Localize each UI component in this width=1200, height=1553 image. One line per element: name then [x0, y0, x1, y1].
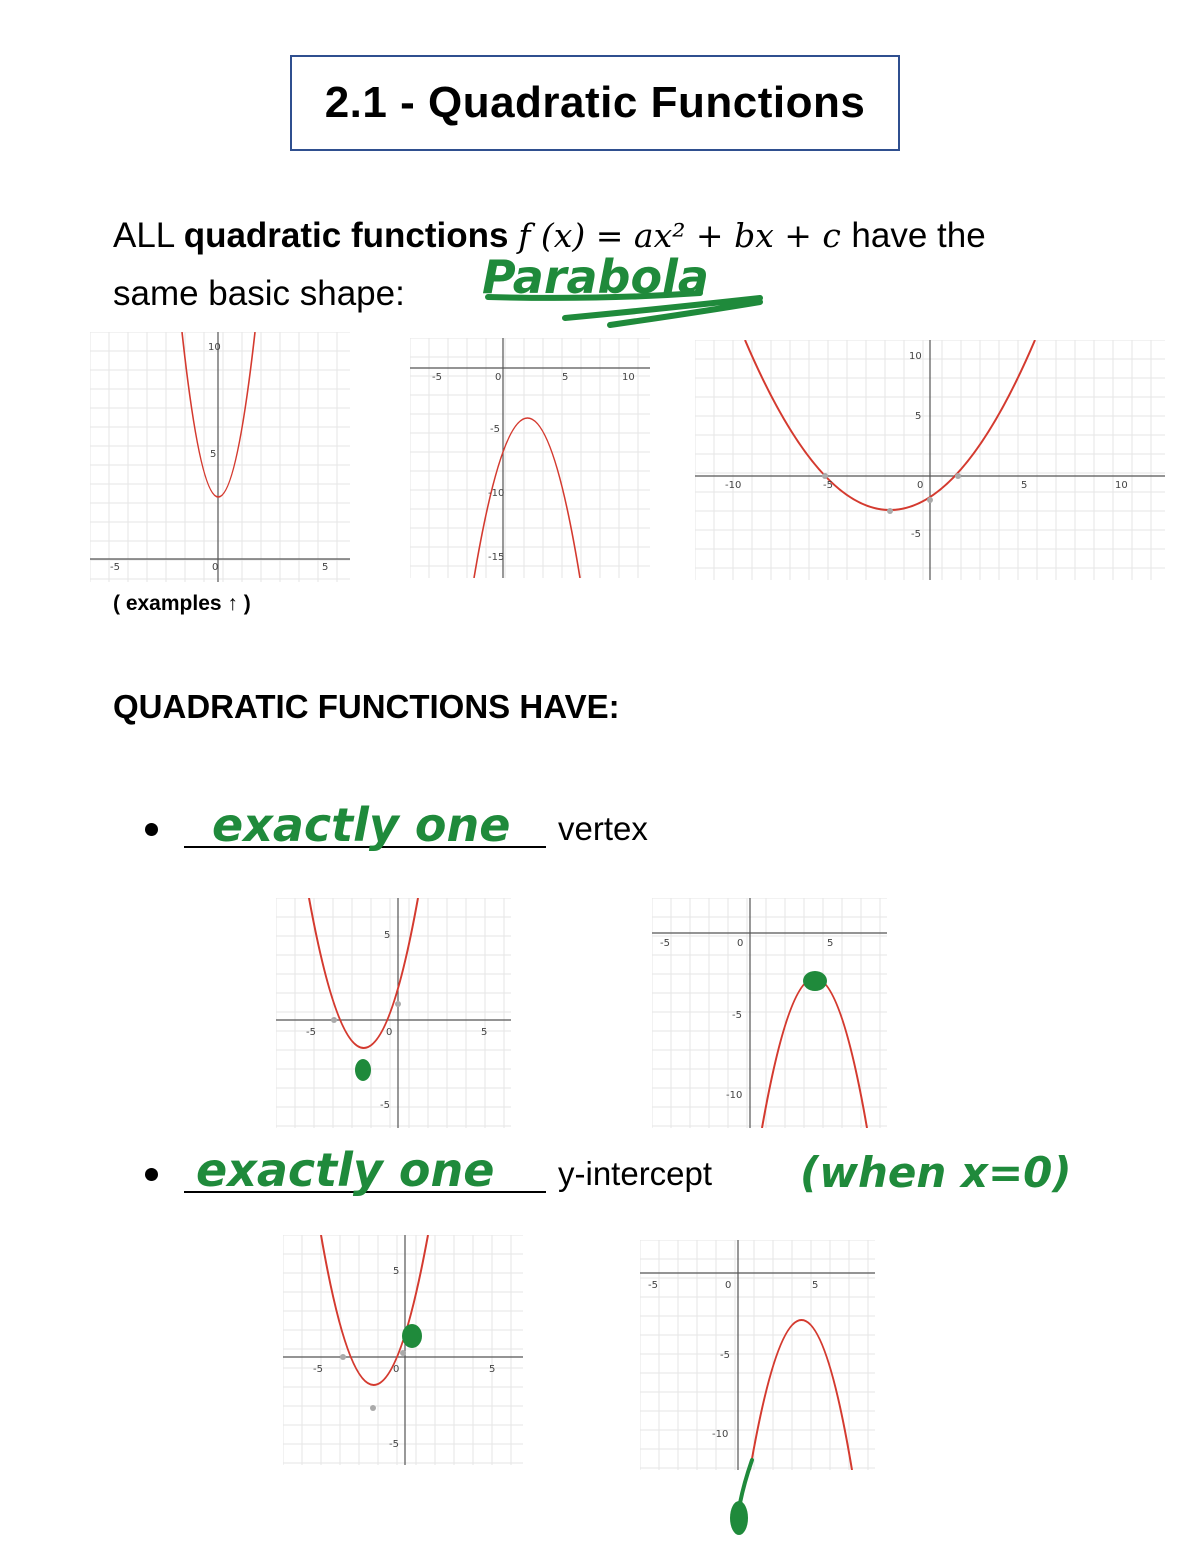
x-label: 5 [1021, 480, 1028, 491]
x-label: 5 [481, 1027, 488, 1038]
grid [410, 338, 650, 578]
x-label: 5 [812, 1280, 819, 1291]
section-heading: QUADRATIC FUNCTIONS HAVE: [113, 688, 620, 725]
grid [640, 1240, 875, 1470]
parabola-curve [762, 978, 867, 1128]
graph-example-1 [90, 332, 350, 582]
x-label: -5 [313, 1364, 323, 1375]
y-label: 5 [210, 449, 217, 460]
intro-bold: quadratic functions [183, 216, 509, 255]
answer-blank [184, 1143, 546, 1197]
y-intercept-highlight [402, 1324, 422, 1348]
y-label: 10 [208, 342, 221, 353]
y-label: 5 [915, 411, 922, 422]
graph-vertex-1 [276, 898, 511, 1128]
x-label: 0 [393, 1364, 400, 1375]
handwritten-note: (when x=0) [800, 1148, 1072, 1197]
graph-vertex-2 [652, 898, 887, 1128]
y-label: -5 [389, 1439, 399, 1450]
x-label: 0 [725, 1280, 732, 1291]
x-intercept-point [340, 1354, 346, 1360]
y-label: -5 [911, 529, 921, 540]
x-label: 0 [386, 1027, 393, 1038]
x-label: 0 [917, 480, 924, 491]
intro-suffix: have the [851, 216, 986, 255]
x-label: 10 [1115, 480, 1128, 491]
y-label: -5 [732, 1010, 742, 1021]
x-label: -5 [432, 372, 442, 383]
y-intercept-point [927, 497, 933, 503]
x-label: 0 [495, 372, 502, 383]
x-label: 5 [489, 1364, 496, 1375]
formula-rhs: ax² + bx + c [633, 216, 841, 255]
y-label: -10 [726, 1090, 743, 1101]
parabola-curve [745, 340, 1035, 510]
graph-yint-1 [283, 1235, 523, 1465]
y-label: -15 [488, 552, 505, 563]
x-label: 10 [622, 372, 635, 383]
x-label: 5 [827, 938, 834, 949]
y-intercept-point [395, 1001, 401, 1007]
bullet-dot [145, 1168, 158, 1181]
y-label: -10 [488, 488, 505, 499]
x-label: -10 [725, 480, 742, 491]
bullet-dot [145, 823, 158, 836]
x-intercept-point [400, 1350, 406, 1356]
vertex-point [370, 1405, 376, 1411]
vertex-point [887, 508, 893, 514]
x-label: 0 [212, 562, 219, 573]
formula-eq: = [595, 216, 624, 255]
x-label: -5 [306, 1027, 316, 1038]
page-title: 2.1 - Quadratic Functions [324, 78, 866, 127]
parabola-curve [309, 898, 418, 1048]
vertex-highlight [803, 971, 827, 991]
grid [90, 332, 350, 582]
graph-example-2 [410, 338, 650, 578]
parabola-curve [750, 1320, 852, 1470]
y-label: 5 [393, 1266, 400, 1277]
answer-blank [184, 798, 546, 852]
intro-line2: same basic shape: [113, 274, 405, 313]
handwritten-parabola: Parabola [482, 250, 709, 304]
intro-prefix: ALL [113, 216, 184, 255]
bullet-vertex [145, 798, 648, 852]
bullet-label: y-intercept [558, 1155, 713, 1192]
y-label: 10 [909, 351, 922, 362]
x-label: -5 [648, 1280, 658, 1291]
y-label: -5 [380, 1100, 390, 1111]
bullet-y-intercept [145, 1143, 713, 1197]
x-label: -5 [110, 562, 120, 573]
bullet-label: vertex [558, 810, 648, 847]
offscreen-y-intercept-mark [722, 1458, 762, 1548]
formula-lhs: f (x) [518, 216, 586, 255]
x-label: -5 [823, 480, 833, 491]
x-label: 0 [737, 938, 744, 949]
handwritten-answer: exactly one [212, 798, 511, 852]
y-label: -5 [720, 1350, 730, 1361]
graph-example-3 [695, 340, 1165, 580]
grid [276, 898, 511, 1128]
graph-yint-2 [640, 1240, 875, 1470]
x-label: -5 [660, 938, 670, 949]
x-label: 5 [562, 372, 569, 383]
handwritten-answer: exactly one [196, 1143, 495, 1197]
y-label: -10 [712, 1429, 729, 1440]
x-label: 5 [322, 562, 329, 573]
x-intercept-point [822, 473, 828, 479]
parabola-curve [321, 1235, 428, 1385]
y-label: 5 [384, 930, 391, 941]
vertex-highlight [355, 1059, 371, 1081]
x-intercept-point [955, 473, 961, 479]
title-box [290, 55, 900, 151]
y-label: -5 [490, 424, 500, 435]
examples-caption: ( examples ↑ ) [113, 592, 251, 615]
x-intercept-point [331, 1017, 337, 1023]
